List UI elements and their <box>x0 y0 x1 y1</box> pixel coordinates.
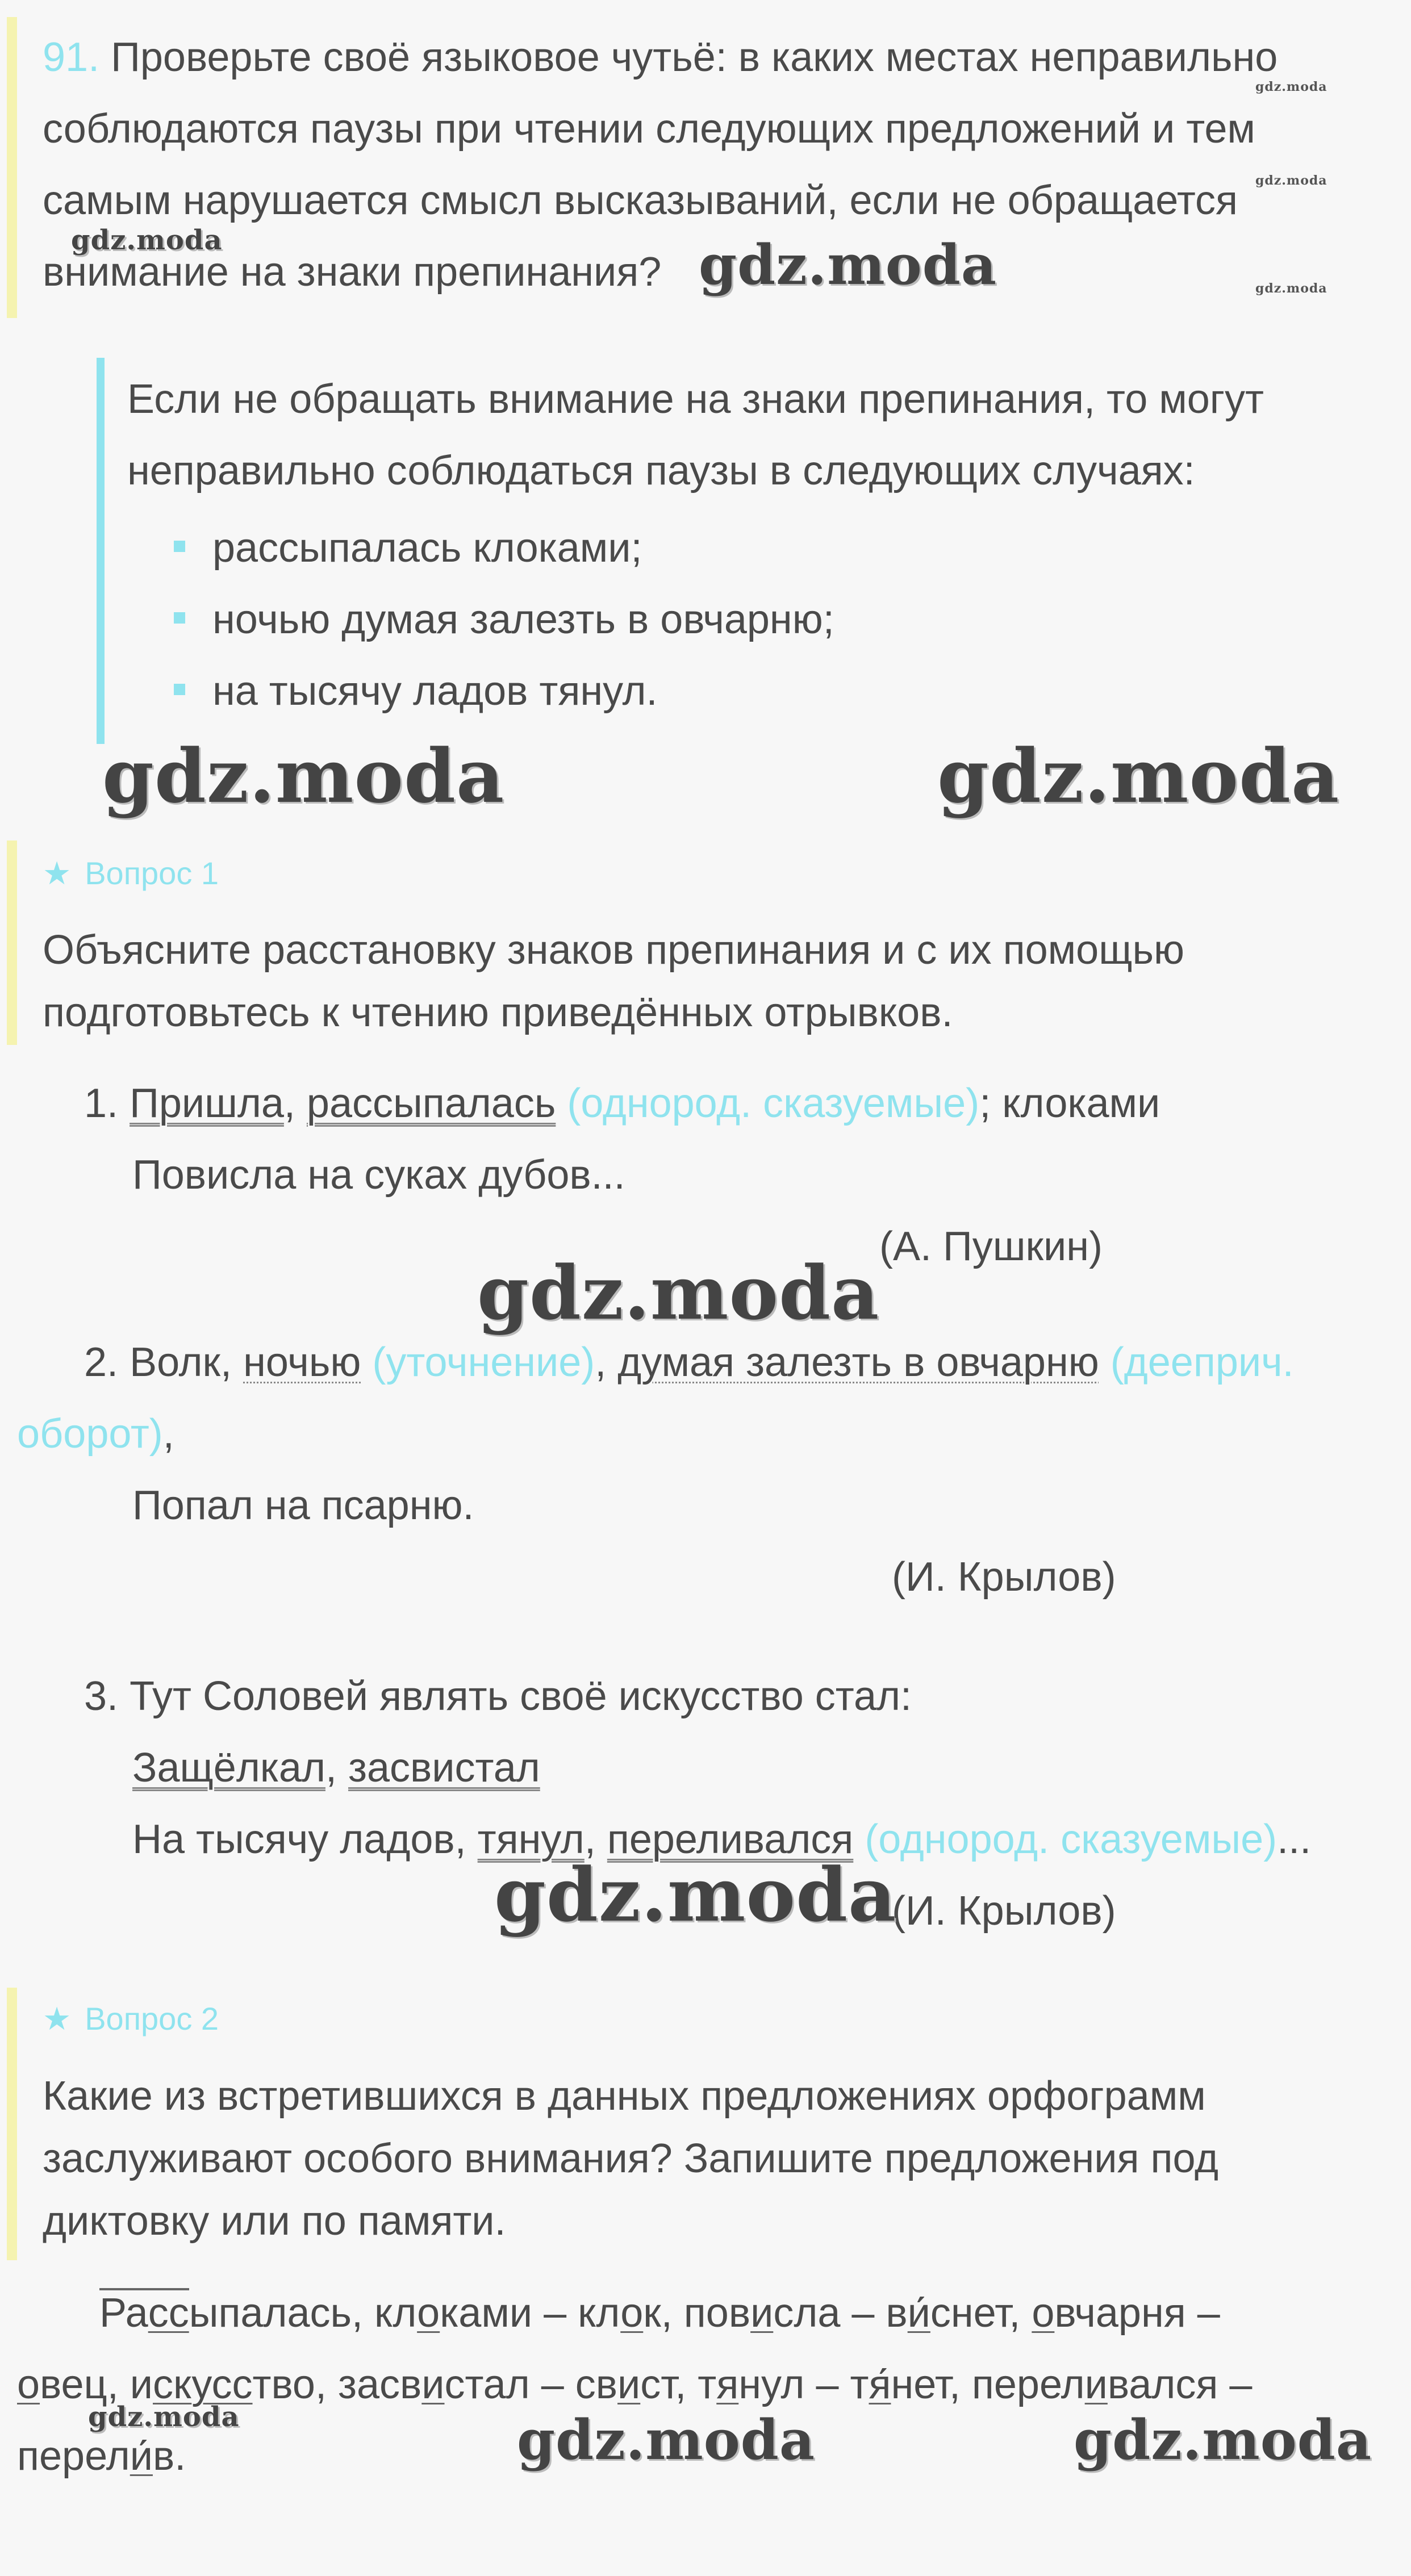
q2-answer-line3: перели́в. <box>17 2433 186 2479</box>
watermark: gdz.moda <box>1255 80 1327 94</box>
list-item: на тысячу ладов тянул. <box>127 655 1377 727</box>
example-1-line1: 1. Пришла, рассыпалась (однород. сказуемые); клоками <box>84 1081 1160 1126</box>
q1-accent-bar <box>7 840 17 1045</box>
q1-text: Объясните расстановку знаков препинания и с их помощью подготовьтесь к чтению приведённых отрывков. <box>43 927 1184 1035</box>
example-2-line1: 2. Волк, ночью (уточнение), думая залезть в овчарню (дееприч. <box>84 1340 1294 1385</box>
example-3-author: (И. Крылов) <box>892 1888 1116 1934</box>
example-3-line1: 3. Тут Соловей являть своё искусство стал: <box>84 1674 912 1719</box>
watermark: gdz.moda <box>1255 173 1327 188</box>
answer-list <box>127 512 1377 727</box>
example-3-line2: Защёлкал, засвистал <box>132 1745 540 1791</box>
example-2-line1b: оборот), <box>17 1411 174 1457</box>
q2-accent-bar <box>7 1988 17 2260</box>
example-3-line3: На тысячу ладов, тянул, переливался (однород. сказуемые)... <box>132 1817 1312 1862</box>
watermark: gdz.moda <box>102 733 505 819</box>
watermark: gdz.moda <box>477 1249 880 1336</box>
watermark: gdz.moda <box>494 1851 897 1938</box>
task-text: 91. Проверьте своё языковое чутьё: в каких местах неправильно соблюдаются паузы при чтении следующих предложений и тем самым нарушается смысл высказываний, если не обращается внимание на знаки препинания? <box>43 35 1278 295</box>
task-number: 91. <box>43 35 100 80</box>
star-icon: ★ <box>43 2001 72 2036</box>
watermark: gdz.moda <box>937 733 1340 819</box>
q2-answer-line1: Рассыпалась, клоками – клок, повисла – ви́снет, овчарня – <box>99 2277 1220 2349</box>
watermark: gdz.moda <box>1255 281 1327 296</box>
list-item: ночью думая залезть в овчарню; <box>127 584 1377 655</box>
watermark: gdz.moda <box>517 2408 816 2472</box>
watermark: gdz.moda <box>71 224 223 256</box>
q1-header: ★ Вопрос 1 <box>43 855 219 891</box>
example-1-line2: Повисла на суках дубов... <box>132 1152 625 1198</box>
watermark: gdz.moda <box>699 233 997 297</box>
answer-block: Если не обращать внимание на знаки препинания, то могут неправильно соблюдаться паузы в следующих случаях: рассыпалась клоками; ночью думая залезть в овчарню; на тысячу ладов тянул. <box>127 363 1377 727</box>
q2-text: Какие из встретившихся в данных предложениях орфограмм заслуживают особого внимания? Запишите предложения под диктовку или по памяти. <box>43 2073 1218 2244</box>
watermark: gdz.moda <box>88 2401 240 2433</box>
example-2-author: (И. Крылов) <box>892 1554 1116 1600</box>
task-accent-bar <box>7 17 17 318</box>
example-1-author: (А. Пушкин) <box>879 1224 1103 1269</box>
q2-header: ★ Вопрос 2 <box>43 2001 219 2036</box>
watermark: gdz.moda <box>1074 2408 1372 2472</box>
list-item: рассыпалась клоками; <box>127 512 1377 584</box>
q2-answer-line2: овец, искусство, засвистал – свист, тянул – тя́нет, переливался – <box>17 2362 1253 2407</box>
star-icon: ★ <box>43 855 72 891</box>
example-2-line2: Попал на псарню. <box>132 1483 474 1528</box>
answer-accent-bar <box>97 358 105 744</box>
